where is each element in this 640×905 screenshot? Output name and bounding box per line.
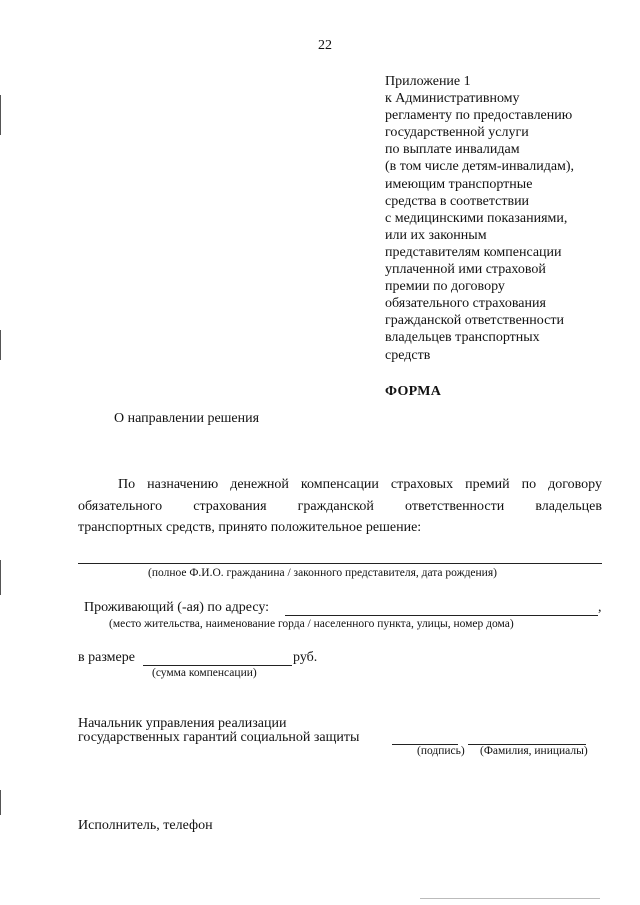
amount-unit: руб. xyxy=(293,650,318,665)
amount-field-line[interactable] xyxy=(143,665,292,666)
executor-label: Исполнитель, телефон xyxy=(78,818,213,833)
address-caption: (место жительства, наименование горда / населенного пункта, улицы, номер дома) xyxy=(109,618,514,630)
subject-line: О направлении решения xyxy=(114,411,260,426)
decision-line-3: транспортных средств, принято положительное решение: xyxy=(78,520,422,535)
decision-paragraph xyxy=(78,474,602,539)
appendix-line: государственной услуги xyxy=(385,125,529,141)
scan-edge-mark xyxy=(0,790,1,815)
scan-edge-mark xyxy=(0,560,1,595)
appendix-line: с медицинскими показаниями, xyxy=(385,210,568,226)
appendix-line: владельцев транспортных xyxy=(385,330,540,346)
appendix-line: к Административному xyxy=(385,91,520,107)
appendix-line: премии по договору xyxy=(385,279,505,295)
amount-caption: (сумма компенсации) xyxy=(152,667,257,679)
appendix-header xyxy=(385,73,625,364)
amount-label: в размере xyxy=(78,650,135,665)
appendix-line: представителям компенсации xyxy=(385,244,562,260)
scan-edge-mark xyxy=(0,95,1,135)
appendix-line: обязательного страхования xyxy=(385,296,546,312)
decision-line-1: По назначению денежной компенсации страховых премий по договору xyxy=(118,477,602,492)
appendix-line: регламенту по предоставлению xyxy=(385,108,573,124)
appendix-line: Приложение 1 xyxy=(385,74,471,89)
decision-line-2: обязательного страхования гражданской ответственности владельцев xyxy=(78,498,602,514)
signature-caption: (подпись) xyxy=(417,745,465,757)
appendix-line: уплаченной ими страховой xyxy=(385,262,546,278)
appendix-line: или их законным xyxy=(385,227,487,243)
fio-field-line[interactable] xyxy=(78,563,602,564)
appendix-line: имеющим транспортные xyxy=(385,176,533,192)
form-label: ФОРМА xyxy=(385,384,442,399)
scan-edge-mark xyxy=(0,330,1,360)
appendix-line: по выплате инвалидам xyxy=(385,142,520,158)
address-label: Проживающий (-ая) по адресу: xyxy=(84,600,270,615)
signatory-title-line-1: Начальник управления реализации xyxy=(78,716,287,731)
page-number: 22 xyxy=(318,38,332,53)
appendix-line: средств xyxy=(385,347,431,363)
appendix-line: гражданской ответственности xyxy=(385,313,564,329)
fio-caption: (полное Ф.И.О. гражданина / законного представителя, дата рождения) xyxy=(148,567,497,579)
address-field-line[interactable] xyxy=(285,615,598,616)
address-trailing-comma: , xyxy=(598,600,602,615)
appendix-line: (в том числе детям-инвалидам), xyxy=(385,159,575,175)
signatory-title-line-2: государственных гарантий социальной защиты xyxy=(78,730,360,745)
scan-bottom-mark xyxy=(420,898,600,899)
name-initials-caption: (Фамилия, инициалы) xyxy=(480,745,588,757)
appendix-line: средства в соответствии xyxy=(385,193,530,209)
